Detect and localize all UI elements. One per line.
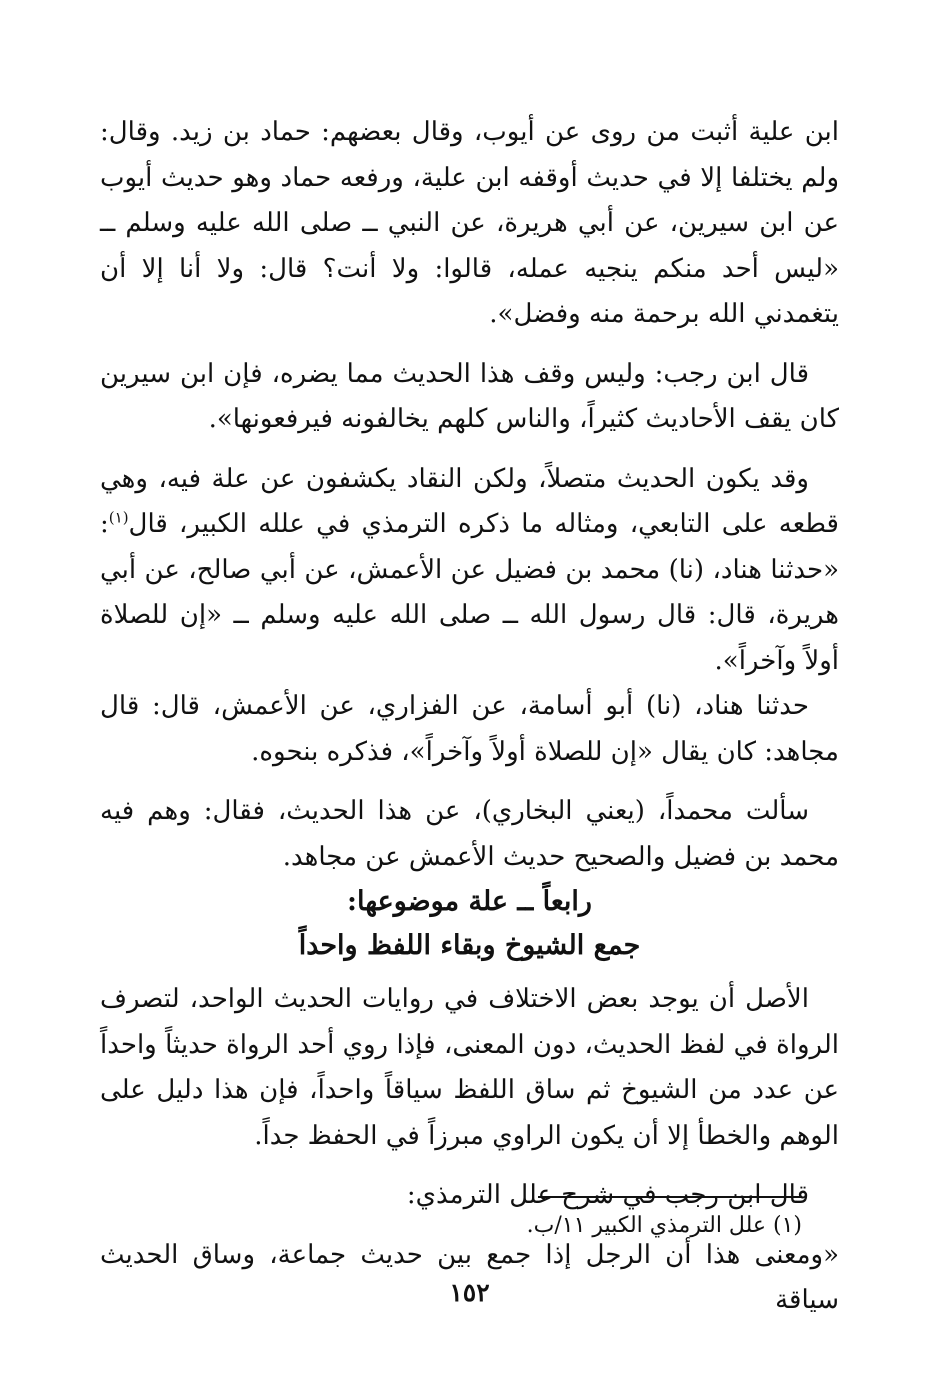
paragraph-text: : «حدثنا هناد، (نا) محمد بن فضيل عن الأعمش، عن أبي صالح، عن أبي هريرة، قال: قال رسول الله ــ صلى الله عليه وسلم ــ «إن للصلاة أولاً وآخراً». <box>100 509 839 676</box>
paragraph-text: وقد يكون الحديث متصلاً، ولكن النقاد يكشفون عن علة فيه، وهي قطعه على التابعي، ومثاله ما ذكره الترمذي في علله الكبير، قال <box>100 463 839 539</box>
paragraph <box>100 457 839 685</box>
footnote-ref: (١) <box>108 508 129 527</box>
body-text <box>100 110 839 1324</box>
section-subheading: جمع الشيوخ وبقاء اللفظ واحداً <box>298 930 641 961</box>
paragraph: قال ابن رجب: وليس وقف هذا الحديث مما يضره، فإن ابن سيرين كان يقف الأحاديث كثيراً، والناس كلهم يخالفونه فيرفعونها». <box>100 358 839 434</box>
page-number: ١٥٢ <box>449 1278 490 1307</box>
footnote: (١) علل الترمذي الكبير ١١/ب. <box>526 1213 802 1238</box>
footnote-divider <box>538 1196 802 1198</box>
section-heading: رابعاً ــ علة موضوعها: <box>347 886 592 917</box>
paragraph: قال ابن رجب في شرح علل الترمذي: <box>406 1180 809 1210</box>
paragraph: الأصل أن يوجد بعض الاختلاف في روايات الحديث الواحد، لتصرف الرواة في لفظ الحديث، دون المعنى، فإذا روي أحد الرواة حديثاً واحداً عن عدد من الشيوخ ثم ساق اللفظ سياقاً واحداً، فإن هذا دليل على الوهم والخطأ إلا أن يكون الراوي مبرزاً في الحفظ جداً. <box>100 984 839 1151</box>
paragraph: «ومعنى هذا أن الرجل إذا جمع بين حديث جماعة، وساق الحديث سياقة <box>100 1239 839 1315</box>
paragraph: حدثنا هناد، (نا) أبو أسامة، عن الفزاري، عن الأعمش، قال: قال مجاهد: كان يقال «إن للصلاة أولاً وآخراً»، فذكره بنحوه. <box>100 691 839 767</box>
paragraph: سألت محمداً، (يعني البخاري)، عن هذا الحديث، فقال: وهم فيه محمد بن فضيل والصحيح حديث الأعمش عن مجاهد. <box>100 796 839 872</box>
paragraph: ابن علية أثبت من روى عن أيوب، وقال بعضهم: حماد بن زيد. وقال: ولم يختلفا إلا في حديث أوقفه ابن علية، ورفعه حماد وهو حديث أيوب عن ابن سيرين، عن أبي هريرة، عن النبي ــ صلى الله عليه وسلم ــ «ليس أحد منكم ينجيه عمله، قالوا: ولا أنت؟ قال: ولا أنا إلا أن يتغمدني الله برحمة منه وفضل». <box>100 117 839 329</box>
